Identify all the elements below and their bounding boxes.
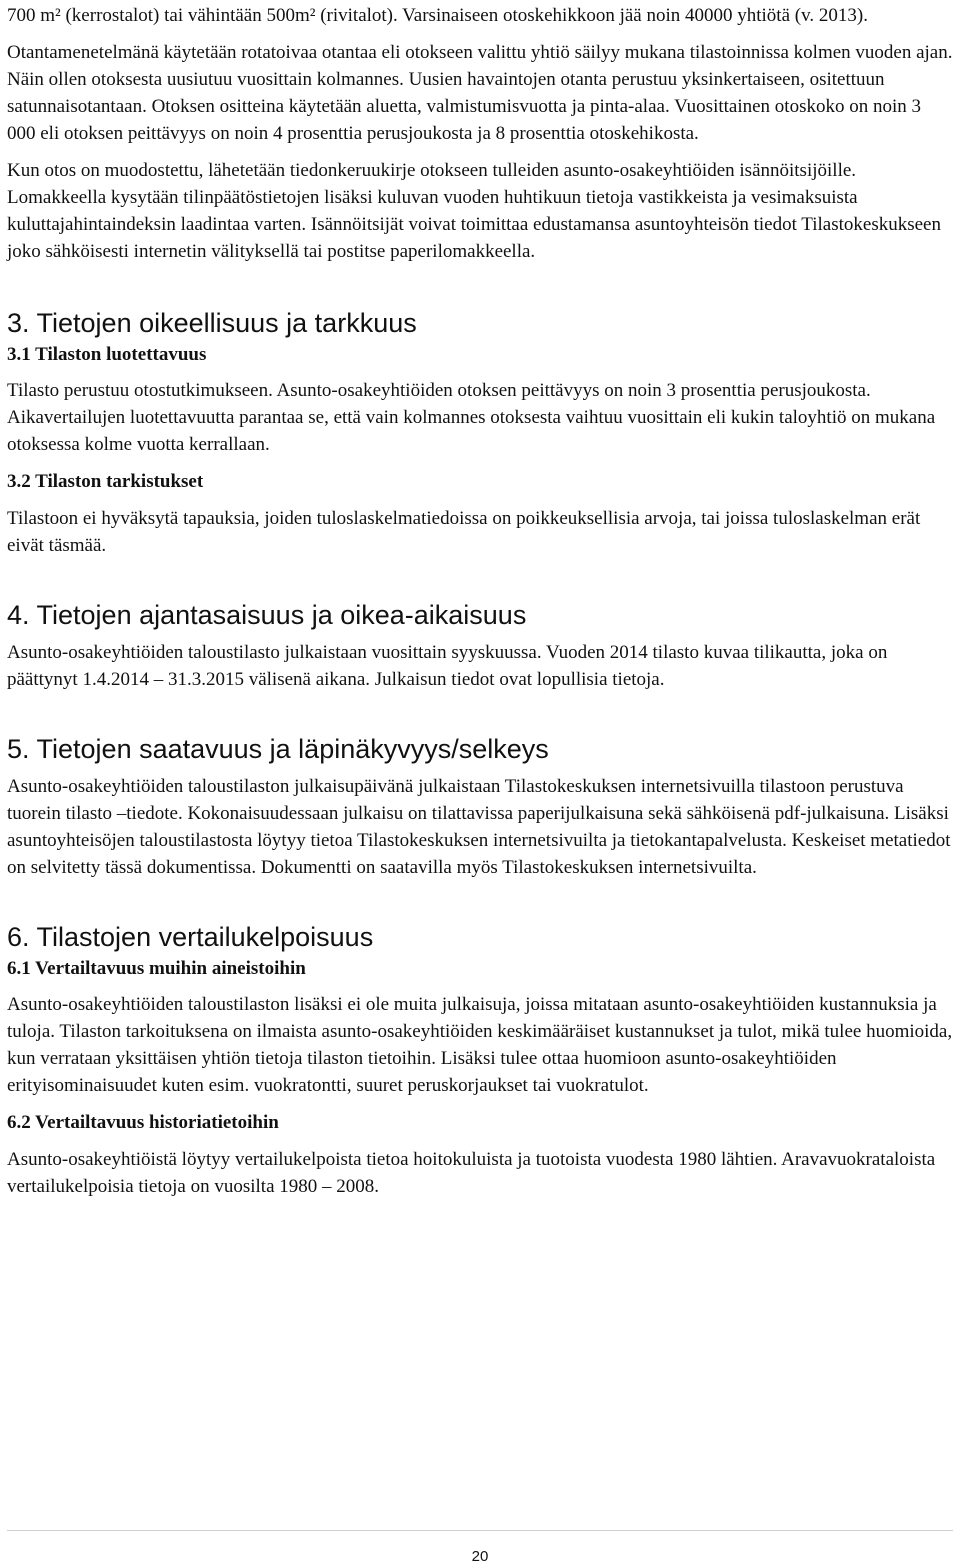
section-6-2-text: Asunto-osakeyhtiöistä löytyy vertailukelpoista tietoa hoitokuluista ja tuotoista vuodesta 1980 lähtien. Aravavuokrataloista vertailukelpoisia tietoja on vuosilta 1980 – 2008. (7, 1149, 936, 1197)
page-number: 20 (471, 1548, 489, 1565)
section-5-heading: 5. Tietojen saatavuus ja läpinäkyvyys/selkeys (7, 734, 549, 764)
section-4-heading: 4. Tietojen ajantasaisuus ja oikea-aikaisuus (7, 600, 527, 630)
section-3-1-text: Tilasto perustuu otostutkimukseen. Asunto-osakeyhtiöiden otoksen peittävyys on noin 3 prosenttia perusjoukosta. Aikavertailujen luotettavuutta parantaa se, että vain kolmannes otoksesta vaihtuu vuosittain eli kukin taloyhtiö on mukana otoksessa kolme vuotta kerrallaan. (7, 380, 936, 455)
intro-paragraph-2: Otantamenetelmänä käytetään rotatoivaa otantaa eli otokseen valittu yhtiö säilyy mukana tilastoinnissa kolmen vuoden ajan. Näin ollen otoksesta uusiutuu vuosittain kolmannes. Uusien havaintojen otanta perustuu yksinkertaiseen, ositettuun satunnaisotantaan. Otoksen ositteina käytetään aluetta, valmistumisvuotta ja pinta-alaa. Vuosittainen otoskoko on noin 3 000 eli otoksen peittävyys on noin 4 prosenttia perusjoukosta ja 8 prosenttia otoskehikosta. (7, 42, 953, 144)
section-5-text: Asunto-osakeyhtiöiden taloustilaston julkaisupäivänä julkaistaan Tilastokeskuksen internetsivuilla tilastoon perustuva tuorein tilasto –tiedote. Kokonaisuudessaan julkaisu on tilattavissa paperijulkaisuna sekä sähköisenä pdf-julkaisuna. Lisäksi asuntoyhteisöjen taloustilastosta löytyy tietoa Tilastokeskuksen internetsivuilta ja tietokantapalvelusta. Keskeiset metatiedot on selvitetty tässä dokumentissa. Dokumentti on saatavilla myös Tilastokeskuksen internetsivuilta. (7, 776, 951, 878)
document-page (7, 0, 953, 1200)
section-6-heading: 6. Tilastojen vertailukelpoisuus (7, 922, 374, 952)
section-6-1-heading: 6.1 Vertailtavuus muihin aineistoihin (7, 958, 306, 979)
intro-paragraph-3: Kun otos on muodostettu, lähetetään tiedonkeruukirje otokseen tulleiden asunto-osakeyhtiöiden isännöitsijöille. Lomakkeella kysytään tilinpäätöstietojen lisäksi kuluvan vuoden huhtikuun tietoja vastikkeista ja vesimaksuista kuluttajahintaindeksin laadintaa varten. Isännöitsijät voivat toimittaa edustamansa asuntoyhteisön tiedot Tilastokeskukseen joko sähköisesti internetin välityksellä tai postitse paperilomakkeella. (7, 160, 941, 262)
section-4-text: Asunto-osakeyhtiöiden taloustilasto julkaistaan vuosittain syyskuussa. Vuoden 2014 tilasto kuvaa tilikautta, joka on päättynyt 1.4.2014 – 31.3.2015 välisenä aikana. Julkaisun tiedot ovat lopullisia tietoja. (7, 642, 888, 690)
section-6-1-text: Asunto-osakeyhtiöiden taloustilaston lisäksi ei ole muita julkaisuja, joissa mitataan asunto-osakeyhtiöiden kustannuksia ja tuloja. Tilaston tarkoituksena on ilmaista asunto-osakeyhtiöiden keskimääräiset kustannukset ja tulot, mikä tulee huomioida, kun verrataan yksittäisen yhtiön tietoja tilaston tietoihin. Lisäksi tulee ottaa huomioon asunto-osakeyhtiöiden erityisominaisuudet kuten esim. vuokratontti, suuret peruskorjaukset tai vuokratulot. (7, 994, 953, 1096)
section-3-2-heading: 3.2 Tilaston tarkistukset (7, 471, 204, 492)
section-3-heading: 3. Tietojen oikeellisuus ja tarkkuus (7, 308, 417, 338)
intro-paragraph-1: 700 m² (kerrostalot) tai vähintään 500m² (rivitalot). Varsinaiseen otoskehikkoon jää noin 40000 yhtiötä (v. 2013). (7, 5, 868, 26)
section-3-1-heading: 3.1 Tilaston luotettavuus (7, 344, 207, 365)
section-6-2-heading: 6.2 Vertailtavuus historiatietoihin (7, 1112, 279, 1133)
section-3-2-text: Tilastoon ei hyväksytä tapauksia, joiden tuloslaskelmatiedoissa on poikkeuksellisia arvoja, tai joissa tuloslaskelman erät eivät täsmää. (7, 508, 921, 556)
footer-divider (7, 1530, 953, 1531)
